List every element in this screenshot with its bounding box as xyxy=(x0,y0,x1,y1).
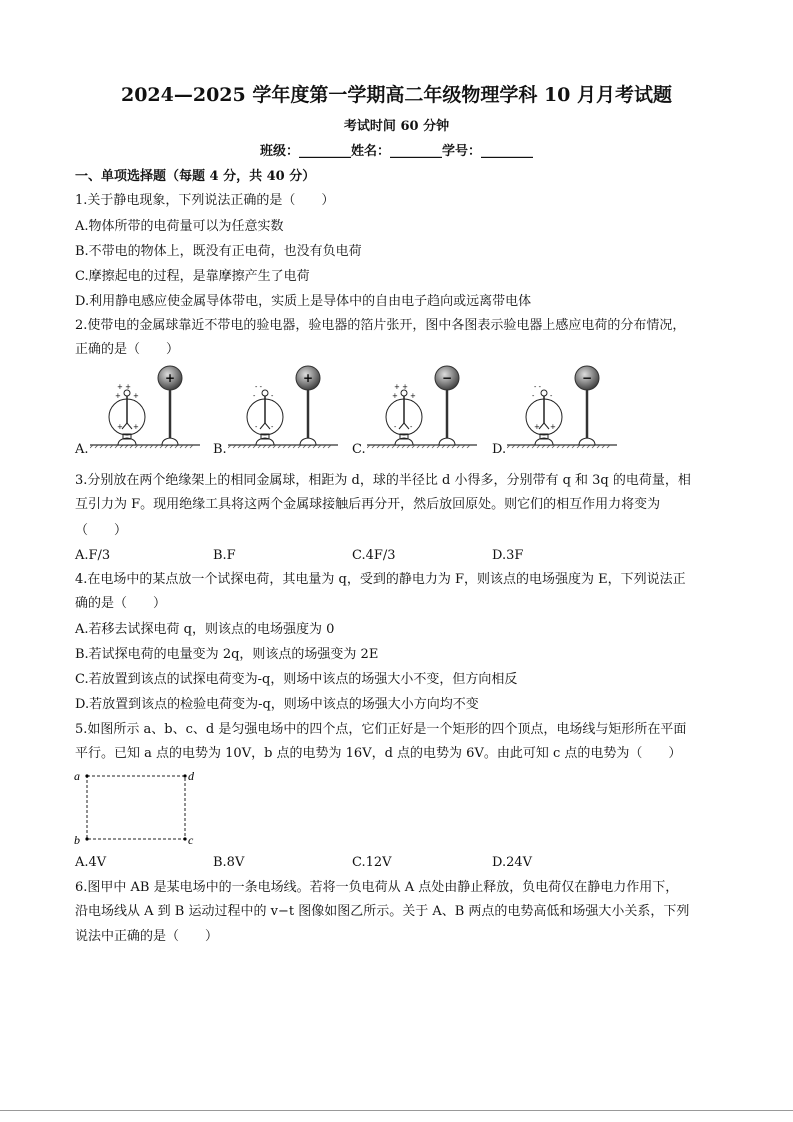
leaf-charge: - xyxy=(271,423,274,431)
q5-option-a: A.4V xyxy=(75,855,107,870)
q3-option-c: C.4F/3 xyxy=(352,548,396,563)
knob-charge: + + xyxy=(117,383,131,391)
stand-base xyxy=(300,438,316,445)
q3-stem-line2: 互引力为 F。现用绝缘工具将这两个金属球接触后再分开，然后放回原处。则它们的相互作用力将变为 xyxy=(75,497,661,512)
q1-option-c: C.摩擦起电的过程，是靠摩擦产生了电荷 xyxy=(75,269,310,284)
leaf-charge: - xyxy=(255,423,258,431)
knob-charge: - - xyxy=(255,383,262,391)
electroscope-leaves xyxy=(399,423,409,429)
leaf-charge: - xyxy=(394,423,397,431)
q3-option-a: A.F/3 xyxy=(75,548,111,563)
q2-stem-line2: 正确的是（ ） xyxy=(75,342,180,357)
knob-charge: - xyxy=(271,392,274,400)
q1-stem: 1.关于静电现象，下列说法正确的是（ ） xyxy=(75,193,335,208)
knob-charge: + xyxy=(392,392,398,400)
rectangle-figure xyxy=(70,765,200,850)
point-d xyxy=(183,774,186,777)
q6-stem-line2: 沿电场线从 A 到 B 运动过程中的 v−t 图像如图乙所示。关于 A、B 两点的电势高低和场强大小关系，下列 xyxy=(75,904,690,919)
q4-option-b: B.若试探电荷的电量变为 2q，则该点的场强变为 2E xyxy=(75,647,379,662)
q2-figure-label: B. xyxy=(213,442,227,457)
q5-option-b: B.8V xyxy=(213,855,245,870)
q5-option-c: C.12V xyxy=(352,855,392,870)
point-c xyxy=(183,837,186,840)
q2-figure-label: D. xyxy=(492,442,507,457)
q5-stem-line2: 平行。已知 a 点的电势为 10V，b 点的电势为 16V，d 点的电势为 6V。由此可知 c 点的电势为（ ） xyxy=(75,746,682,761)
student-info-line: 班级：________姓名：________学号：________ xyxy=(259,144,533,159)
label-a: a xyxy=(74,769,80,783)
electroscope-figure xyxy=(90,365,200,455)
q3-option-b: B.F xyxy=(213,548,236,563)
leaf-charge: + xyxy=(117,423,123,431)
leaf-charge: + xyxy=(534,423,540,431)
dashed-rectangle xyxy=(87,776,185,839)
leaf-charge: + xyxy=(133,423,139,431)
leaf-charge: - xyxy=(410,423,413,431)
knob-charge: - - xyxy=(534,383,541,391)
q2-stem-line1: 2.使带电的金属球靠近不带电的验电器，验电器的箔片张开，图中各图表示验电器上感应电荷的分布情况， xyxy=(75,318,686,333)
q1-option-b: B.不带电的物体上，既没有正电荷，也没有负电荷 xyxy=(75,244,362,259)
q6-stem-line3: 说法中正确的是（ ） xyxy=(75,929,219,944)
q4-stem-line2: 确的是（ ） xyxy=(75,596,167,611)
q2-figure-label: C. xyxy=(352,442,366,457)
electroscope-figure xyxy=(507,365,617,455)
q3-stem-line3: （ ） xyxy=(75,523,128,538)
electroscope-knob xyxy=(262,390,268,396)
q4-option-d: D.若放置到该点的检验电荷变为-q，则场中该点的场强大小方向均不变 xyxy=(75,697,479,712)
point-b xyxy=(85,837,88,840)
knob-charge: + xyxy=(115,392,121,400)
knob-charge: + xyxy=(410,392,416,400)
q3-stem-line1: 3.分别放在两个绝缘架上的相同金属球，相距为 d，球的半径比 d 小得多，分别带有 q 和 3q 的电荷量，相 xyxy=(75,473,691,488)
electroscope-leaves xyxy=(122,423,132,429)
leaf-charge: + xyxy=(550,423,556,431)
electroscope-leaves xyxy=(260,423,270,429)
section-heading: 一、单项选择题（每题 4 分，共 40 分） xyxy=(75,169,316,184)
knob-charge: + + xyxy=(394,383,408,391)
q4-stem-line1: 4.在电场中的某点放一个试探电荷，其电量为 q，受到的静电力为 F，则该点的电场强度为 E，下列说法正 xyxy=(75,572,686,587)
ball-charge: + xyxy=(302,371,314,385)
q4-option-a: A.若移去试探电荷 q，则该点的电场强度为 0 xyxy=(75,622,335,637)
exam-time: 考试时间 60 分钟 xyxy=(343,119,450,134)
stand-base xyxy=(579,438,595,445)
label-c: c xyxy=(188,833,194,847)
q3-option-d: D.3F xyxy=(492,548,524,563)
ball-charge: + xyxy=(164,371,176,385)
ball-charge: − xyxy=(581,371,593,385)
point-a xyxy=(85,774,88,777)
q4-option-c: C.若放置到该点的试探电荷变为-q，则场中该点的场强大小不变，但方向相反 xyxy=(75,672,518,687)
electroscope-leaves xyxy=(539,423,549,429)
q1-option-d: D.利用静电感应使金属导体带电，实质上是导体中的自由电子趋向或远离带电体 xyxy=(75,294,532,309)
label-d: d xyxy=(188,769,194,783)
q5-stem-line1: 5.如图所示 a、b、c、d 是匀强电场中的四个点，它们正好是一个矩形的四个顶点，电场线与矩形所在平面 xyxy=(75,722,687,737)
q6-stem-line1: 6.图甲中 AB 是某电场中的一条电场线。若将一负电荷从 A 点处由静止释放，负电荷仅在静电力作用下， xyxy=(75,880,679,895)
page-bottom-border xyxy=(0,1110,793,1111)
knob-charge: + xyxy=(133,392,139,400)
label-b: b xyxy=(74,833,80,847)
knob-charge: - xyxy=(532,392,535,400)
electroscope-knob xyxy=(541,390,547,396)
knob-charge: - xyxy=(253,392,256,400)
q2-figure-label: A. xyxy=(75,442,89,457)
stand-base xyxy=(439,438,455,445)
knob-charge: - xyxy=(550,392,553,400)
stand-base xyxy=(162,438,178,445)
q5-option-d: D.24V xyxy=(492,855,533,870)
electroscope-figure xyxy=(367,365,477,455)
exam-title: 2024—2025 学年度第一学期高二年级物理学科 10 月月考试题 xyxy=(120,84,673,106)
q1-option-a: A.物体所带的电荷量可以为任意实数 xyxy=(75,219,284,234)
electroscope-figure xyxy=(228,365,338,455)
ball-charge: − xyxy=(441,371,453,385)
